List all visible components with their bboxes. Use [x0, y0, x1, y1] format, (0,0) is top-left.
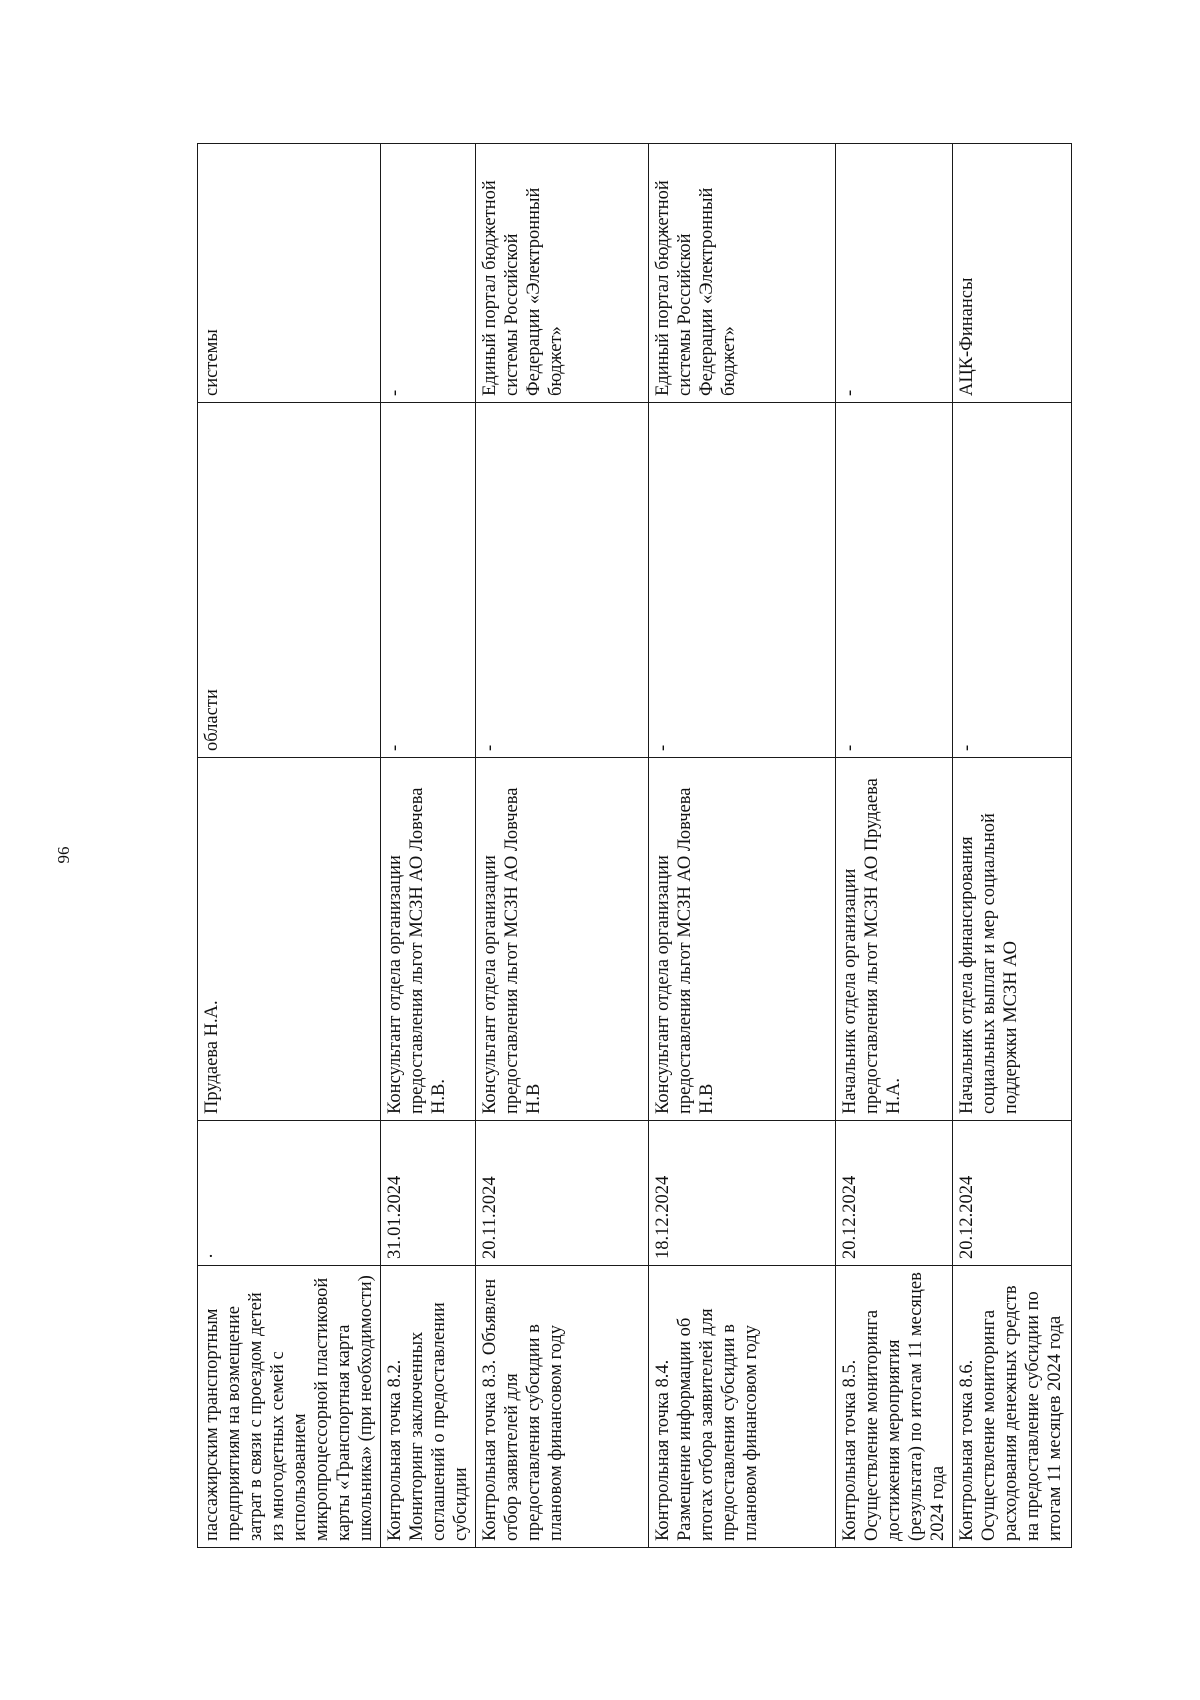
event-cell: Контрольная точка 8.4. Размещение информации об итогах отбора заявителей для предоставления субсидии в плановом финансовом году — [649, 1266, 836, 1548]
document-cell: - — [836, 403, 953, 758]
date-cell: · — [198, 1121, 381, 1266]
system-cell: Единый портал бюджетной системы Российской Федерации «Электронный бюджет» — [649, 144, 836, 403]
table-row — [836, 144, 953, 1548]
event-cell: Контрольная точка 8.3. Объявлен отбор заявителей для предоставления субсидии в плановом финансовом году — [476, 1266, 649, 1548]
responsible-cell: Консультант отдела организации предоставления льгот МСЗН АО Ловчева Н.В — [476, 758, 649, 1121]
responsible-cell: Начальник отдела организации предоставления льгот МСЗН АО Прудаева Н.А. — [836, 758, 953, 1121]
responsible-cell: Начальник отдела финансирования социальных выплат и мер социальной поддержки МСЗН АО — [953, 758, 1072, 1121]
date-cell: 20.11.2024 — [476, 1121, 649, 1266]
document-cell: - — [381, 403, 476, 758]
event-cell: Контрольная точка 8.2. Мониторинг заключенных соглашений о предоставлении субсидии — [381, 1266, 476, 1548]
system-cell: - — [836, 144, 953, 403]
page-number: 96 — [54, 846, 73, 864]
table-row — [198, 144, 381, 1548]
date-cell: 31.01.2024 — [381, 1121, 476, 1266]
date-cell: 20.12.2024 — [953, 1121, 1072, 1266]
system-cell: Единый портал бюджетной системы Российской Федерации «Электронный бюджет» — [476, 144, 649, 403]
table-row — [649, 144, 836, 1548]
responsible-cell: Прудаева Н.А. — [198, 758, 381, 1121]
table-row — [476, 144, 649, 1548]
system-cell: АЦК-Финансы — [953, 144, 1072, 403]
event-cell: Контрольная точка 8.6. Осуществление мониторинга расходования денежных средств на предоставление субсидии по итогам 11 месяцев 2024 года — [953, 1266, 1072, 1548]
plan-table — [197, 143, 1072, 1548]
rotated-table-container — [197, 144, 1065, 1548]
date-cell: 18.12.2024 — [649, 1121, 836, 1266]
document-cell: области — [198, 403, 381, 758]
event-cell: Контрольная точка 8.5. Осуществление мониторинга достижения мероприятия (результата) по итогам 11 месяцев 2024 года — [836, 1266, 953, 1548]
table-row — [381, 144, 476, 1548]
system-cell: системы — [198, 144, 381, 403]
responsible-cell: Консультант отдела организации предоставления льгот МСЗН АО Ловчева Н.В — [649, 758, 836, 1121]
system-cell: - — [381, 144, 476, 403]
document-cell: - — [953, 403, 1072, 758]
event-cell: пассажирским транспортным предприятиям на возмещение затрат в связи с проездом детей из многодетных семей с использованием микропроцессорной пластиковой карты «Транспортная карта школьника» (при необходимости) — [198, 1266, 381, 1548]
document-cell: - — [476, 403, 649, 758]
responsible-cell: Консультант отдела организации предоставления льгот МСЗН АО Ловчева Н.В. — [381, 758, 476, 1121]
table-row — [953, 144, 1072, 1548]
date-cell: 20.12.2024 — [836, 1121, 953, 1266]
document-cell: - — [649, 403, 836, 758]
